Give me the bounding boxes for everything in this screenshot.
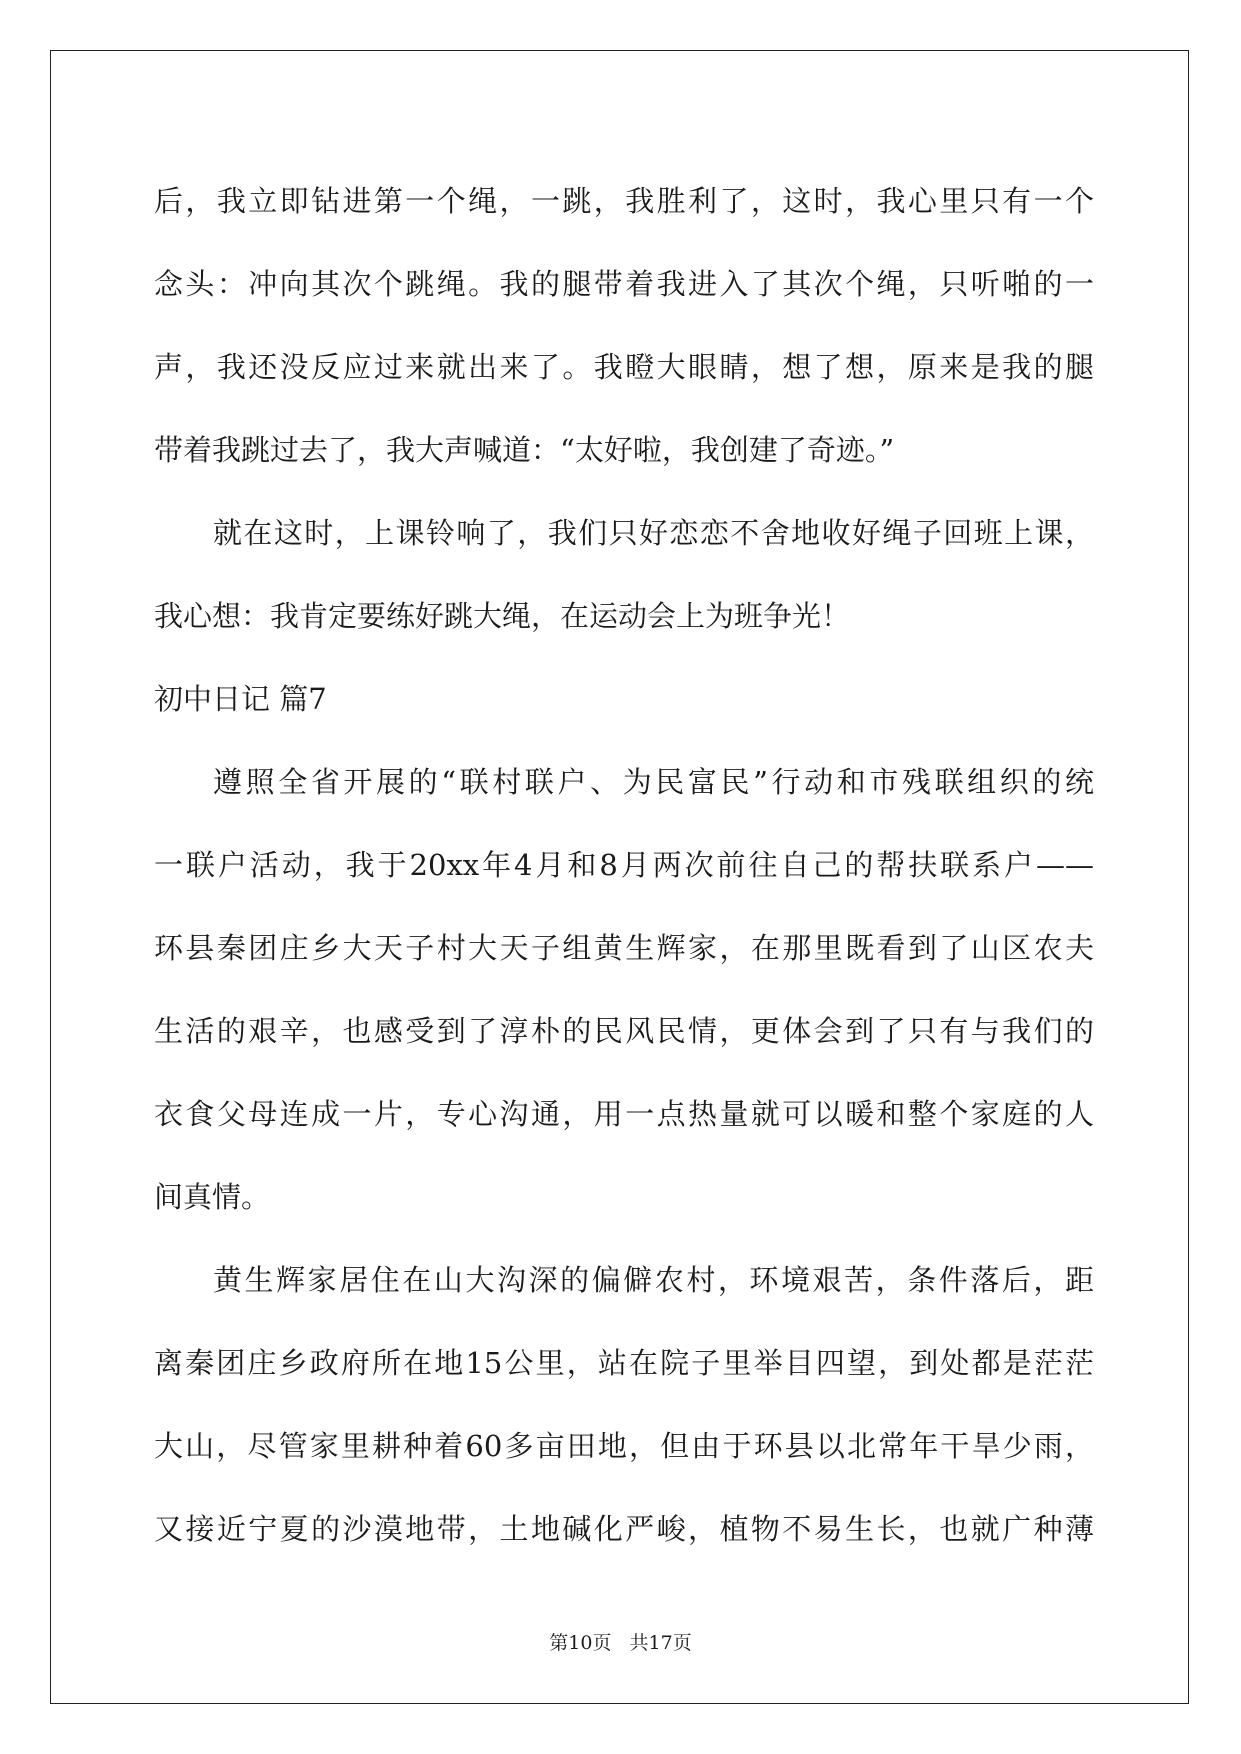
text-line: 遵照全省开展的“联村联户、为民富民”行动和市残联组织的统 <box>213 765 1094 799</box>
page-number: 第10页 <box>549 1632 612 1654</box>
text-line: 就在这时，上课铃响了，我们只好恋恋不舍地收好绳子回班上课， <box>213 516 1094 550</box>
document-body <box>154 160 1094 1571</box>
text-line: 间真情。 <box>154 1180 271 1214</box>
text-line: 又接近宁夏的沙漠地带，土地碱化严峻，植物不易生长，也就广种薄 <box>154 1512 1094 1546</box>
text-line: 我心想：我肯定要练好跳大绳，在运动会上为班争光！ <box>154 599 851 633</box>
text-line: 环县秦团庄乡大天子村大天子组黄生辉家，在那里既看到了山区农夫 <box>154 931 1094 965</box>
text-line: 一联户活动，我于20xx年4月和8月两次前往自己的帮扶联系户—— <box>154 848 1094 882</box>
page-total: 共17页 <box>629 1632 692 1654</box>
text-line: 带着我跳过去了，我大声喊道：“太好啦，我创建了奇迹。” <box>154 433 895 467</box>
section-heading: 初中日记 篇7 <box>154 682 327 716</box>
text-line: 衣食父母连成一片，专心沟通，用一点热量就可以暖和整个家庭的人 <box>154 1097 1094 1131</box>
text-line: 后，我立即钻进第一个绳，一跳，我胜利了，这时，我心里只有一个 <box>154 184 1094 218</box>
text-line: 声，我还没反应过来就出来了。我瞪大眼睛，想了想，原来是我的腿 <box>154 350 1094 384</box>
text-line: 离秦团庄乡政府所在地15公里，站在院子里举目四望，到处都是茫茫 <box>154 1346 1094 1380</box>
text-line: 大山，尽管家里耕种着60多亩田地，但由于环县以北常年干旱少雨， <box>154 1429 1094 1463</box>
page-footer <box>0 1628 1241 1655</box>
text-line: 黄生辉家居住在山大沟深的偏僻农村，环境艰苦，条件落后，距 <box>213 1263 1094 1297</box>
text-line: 念头：冲向其次个跳绳。我的腿带着我进入了其次个绳，只听啪的一 <box>154 267 1094 301</box>
text-line: 生活的艰辛，也感受到了淳朴的民风民情，更体会到了只有与我们的 <box>154 1014 1094 1048</box>
